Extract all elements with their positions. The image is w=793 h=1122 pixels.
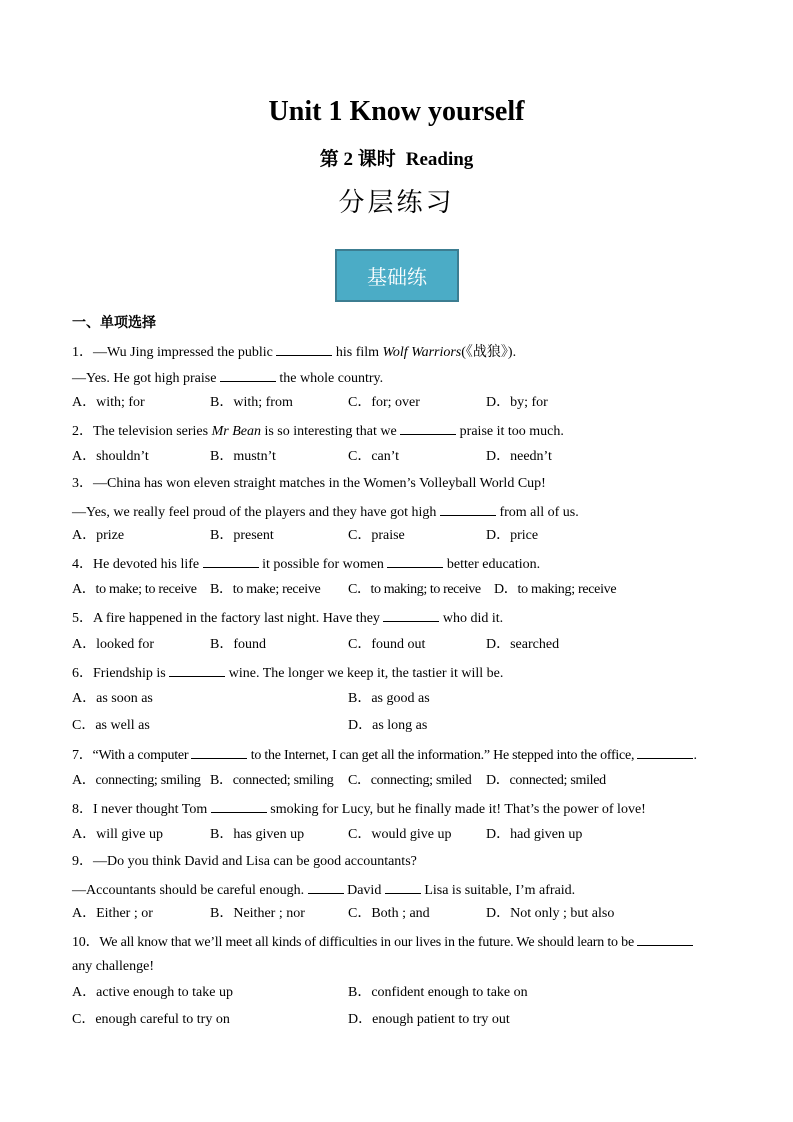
option-d[interactable]: D．as long as [348,718,428,733]
question-text: who did it. [442,611,504,626]
question-number: 1． [72,345,93,360]
option-b[interactable]: B．with; from [210,395,293,410]
option-b[interactable]: B．confident enough to take on [348,985,528,1000]
option-a[interactable]: A．to make; to receive [72,582,197,597]
question-text: smoking for Lucy, but he finally made it! That’s the power of love! [270,802,646,817]
question-text: Lisa is suitable, I’m afraid. [424,883,576,898]
question-5 [72,607,503,629]
option-a[interactable]: A．looked for [72,637,155,652]
question-text: —Accountants should be careful enough. [72,883,305,898]
option-d[interactable]: D．searched [486,637,560,652]
question-number: 3． [72,476,93,491]
question-number: 4． [72,557,93,572]
question-text: better education. [446,557,541,572]
question-text: —Wu Jing impressed the public [93,345,273,360]
question-text: is so interesting that we [264,424,397,439]
option-c[interactable]: C．praise [348,528,405,543]
question-text: it possible for women [262,557,384,572]
option-b[interactable]: B．Neither ; nor [210,906,305,921]
question-text: . [693,748,697,763]
answer-blank [440,501,496,516]
question-number: 5． [72,611,93,626]
question-7 [72,744,697,766]
option-b[interactable]: B．connected; smiling [210,773,334,788]
question-text: We all know that we’ll meet all kinds of difficulties in our lives in the future. We should learn to be [99,935,634,950]
question-text: from all of us. [499,505,579,520]
option-b[interactable]: B．to make; receive [210,582,321,597]
question-2 [72,420,564,442]
answer-blank [191,744,247,759]
option-a[interactable]: A．Either ; or [72,906,153,921]
option-a[interactable]: A．shouldn’t [72,449,149,464]
question-9 [72,852,417,872]
answer-blank [385,879,421,894]
answer-blank [203,553,259,568]
option-c[interactable]: C．found out [348,637,426,652]
level-badge [335,249,459,302]
question-number: 10． [72,935,100,950]
question-text: —China has won eleven straight matches in the Women’s Volleyball World Cup! [93,476,546,491]
lesson-number: 第 2 课时 [319,149,396,170]
question-text: “With a computer [92,748,189,763]
question-text: —Yes. He got high praise [72,371,217,386]
option-d[interactable]: D．Not only ; but also [486,906,615,921]
option-c[interactable]: C．to making; to receive [348,582,481,597]
option-c[interactable]: C．connecting; smiled [348,773,472,788]
option-d[interactable]: D．had given up [486,827,583,842]
question-3-reply [72,501,579,523]
question-6 [72,662,503,684]
question-4 [72,553,540,575]
option-c[interactable]: C．as well as [72,718,150,733]
option-a[interactable]: A．as soon as [72,691,153,706]
answer-blank [387,553,443,568]
question-3 [72,474,546,494]
answer-blank [169,662,225,677]
question-text: his film [335,345,380,360]
question-8 [72,798,646,820]
option-d[interactable]: D．enough patient to try out [348,1012,510,1027]
question-text: A fire happened in the factory last night. Have they [93,611,380,626]
option-a[interactable]: A．active enough to take up [72,985,233,1000]
option-c[interactable]: C．enough careful to try on [72,1012,230,1027]
answer-blank [276,341,332,356]
lesson-subtitle [0,147,793,173]
lesson-topic: Reading [405,149,474,170]
option-d[interactable]: D．price [486,528,539,543]
question-10 [72,931,693,953]
question-text: —Do you think David and Lisa can be good accountants? [93,854,417,869]
practice-heading: 分层练习 [338,188,455,218]
question-text: He devoted his life [93,557,200,572]
option-b[interactable]: B．found [210,637,266,652]
section-heading: 一、单项选择 [72,315,156,331]
option-d[interactable]: D．needn’t [486,449,552,464]
option-a[interactable]: A．with; for [72,395,145,410]
question-text: David [347,883,382,898]
question-number: 7． [72,748,93,763]
option-c[interactable]: C．Both ; and [348,906,430,921]
option-a[interactable]: A．prize [72,528,125,543]
level-label: 基础练 [367,265,427,289]
question-1 [72,341,516,363]
question-number: 8． [72,802,93,817]
option-b[interactable]: B．has given up [210,827,305,842]
option-d[interactable]: D．by; for [486,395,548,410]
option-a[interactable]: A．will give up [72,827,163,842]
answer-blank [220,367,276,382]
option-a[interactable]: A．connecting; smiling [72,773,201,788]
series-title: Mr Bean [211,424,261,439]
question-number: 6． [72,666,93,681]
question-number: 2． [72,424,93,439]
question-1-reply [72,367,383,389]
answer-blank [637,744,693,759]
option-c[interactable]: C．can’t [348,449,400,464]
question-10-cont [72,957,154,977]
question-text: Friendship is [93,666,166,681]
question-text: praise it too much. [459,424,564,439]
option-b[interactable]: B．present [210,528,274,543]
question-text: I never thought Tom [93,802,208,817]
question-text: any challenge! [72,959,155,974]
question-text: The television series [93,424,209,439]
option-c[interactable]: C．would give up [348,827,452,842]
option-d[interactable]: D．connected; smiled [486,773,606,788]
answer-blank [637,931,693,946]
question-text: the whole country. [279,371,384,386]
question-text: —Yes, we really feel proud of the players and they have got high [72,505,437,520]
question-text: wine. The longer we keep it, the tastier it will be. [228,666,504,681]
option-d[interactable]: D．to making; receive [494,582,617,597]
answer-blank [211,798,267,813]
film-title-cn: (《战狼》). [461,345,517,360]
answer-blank [383,607,439,622]
option-b[interactable]: B．mustn’t [210,449,276,464]
option-b[interactable]: B．as good as [348,691,430,706]
question-number: 9． [72,854,93,869]
page-title: Unit 1 Know yourself [268,96,525,127]
question-text: to the Internet, I can get all the information.” He stepped into the office, [250,748,635,763]
film-title: Wolf Warriors [382,345,462,360]
answer-blank [400,420,456,435]
question-9-reply [72,879,575,901]
answer-blank [308,879,344,894]
option-c[interactable]: C．for; over [348,395,420,410]
